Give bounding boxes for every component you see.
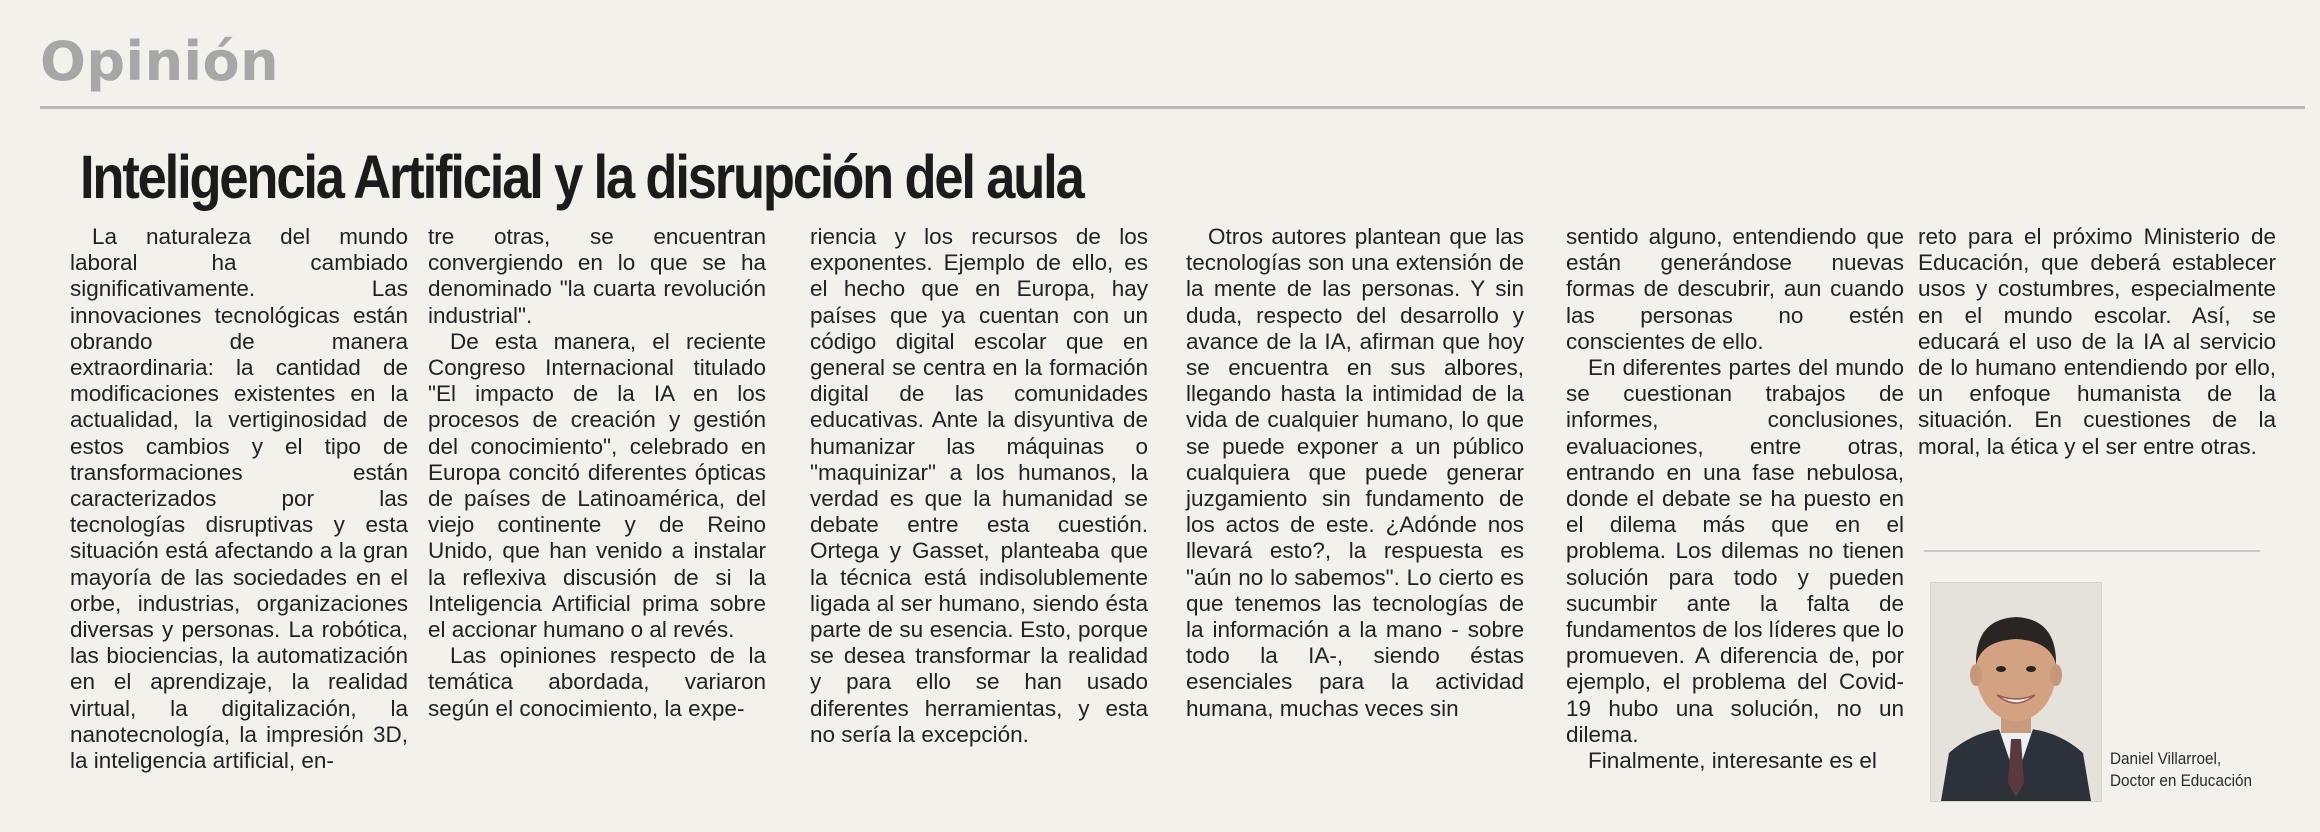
article-column-1: [70, 224, 408, 774]
author-caption: [2110, 748, 2281, 792]
paragraph: Las opiniones respecto de la temática abordada, variaron según el conocimiento, la expe-: [428, 643, 766, 721]
paragraph: De esta manera, el reciente Congreso Internacional titulado "El impacto de la IA en los procesos de creación y gestión del conocimiento", celebrado en Europa concitó diferentes ópticas de países de Latinoamérica, del viejo continente y de Reino Unido, que han venido a instalar la reflexiva discusión de si la Inteligencia Artificial prima sobre el accionar humano o al revés.: [428, 328, 766, 643]
paragraph: tre otras, se encuentran convergiendo en lo que se ha denominado "la cuarta revolución industrial".: [428, 224, 766, 328]
paragraph: La naturaleza del mundo laboral ha cambiado significativamente. Las innovaciones tecnológicas están obrando de manera extraordinaria: la cantidad de modificaciones existentes en la actualidad, la vertiginosidad de estos cambios y el tipo de transformaciones están caracterizados por las tecnologías disruptivas y esta situación está afectando a la gran mayoría de las sociedades en el orbe, industrias, organizaciones diversas y personas. La robótica, las biociencias, la automatización en el aprendizaje, la realidad virtual, la digitalización, la nanotecnología, la impresión 3D, la inteligencia artificial, en-: [70, 224, 408, 774]
author-portrait-icon: [1931, 583, 2101, 801]
article-headline: Inteligencia Artificial y la disrupción del aula: [80, 143, 1083, 211]
section-label: Opinión: [40, 30, 280, 93]
paragraph: Finalmente, interesante es el: [1588, 748, 1877, 774]
article-column-5: [1566, 224, 1904, 774]
paragraph: riencia y los recursos de los exponentes. Ejemplo de ello, es el hecho que en Europa, hay países que ya cuentan con un código digital escolar que en general se centra en la formación digital de las comunidades educativas. Ante la disyuntiva de humanizar las máquinas o "maquinizar" a los humanos, la verdad es que la humanidad se debate entre esta cuestión. Ortega y Gasset, planteaba que la técnica está indisolublemente ligada al ser humano, siendo ésta parte de su esencia. Esto, porque se desea transformar la realidad y para ello se han usado diferentes herramientas, y esta no sería la excepción.: [810, 224, 1148, 747]
author-name: Daniel Villarroel,: [2110, 749, 2222, 768]
paragraph: reto para el próximo Ministerio de Educación, que deberá establecer usos y costumbres, especialmente en el mundo escolar. Así, se educará el uso de la IA al servicio de lo humano entendiendo por ello, un enfoque humanista de la situación. En cuestiones de la moral, la ética y el ser entre otras.: [1918, 224, 2276, 459]
author-photo: [1930, 582, 2102, 802]
paragraph: En diferentes partes del mundo se cuestionan trabajos de informes, conclusiones, evaluaciones, entre otras, entrando en una fase nebulosa, donde el debate se ha puesto en el dilema más que en el problema. Los dilemas no tienen solución para todo y pueden sucumbir ante la falta de fundamentos de los líderes que lo promueven. A diferencia de, por ejemplo, el problema del Covid-19 hubo una solución, no un dilema.: [1566, 355, 1904, 747]
paragraph: sentido alguno, entendiendo que están generándose nuevas formas de descubrir, aun cuando las personas no estén conscientes de ello.: [1566, 224, 1904, 354]
article-column-4: [1186, 224, 1524, 722]
author-title: Doctor en Educación: [2110, 771, 2253, 790]
article-column-2: [428, 224, 766, 722]
article-column-6: [1918, 224, 2276, 460]
paragraph: Otros autores plantean que las tecnologías son una extensión de la mente de las personas. Y sin duda, respecto del desarrollo y avance de la IA, afirman que hoy se encuentra en sus albores, llegando hasta la intimidad de la vida de cualquier humano, lo que se puede exponer a un público cualquiera que puede generar juzgamiento sin fundamento de los actos de este. ¿Adónde nos llevará esto?, la respuesta es "aún no lo sabemos". Lo cierto es que tenemos las tecnologías de la información a la mano - sobre todo la IA-, siendo éstas esenciales para la actividad humana, muchas veces sin: [1186, 224, 1524, 721]
section-divider: [40, 106, 2305, 109]
column-divider: [1924, 550, 2260, 552]
article-column-3: [810, 224, 1148, 748]
